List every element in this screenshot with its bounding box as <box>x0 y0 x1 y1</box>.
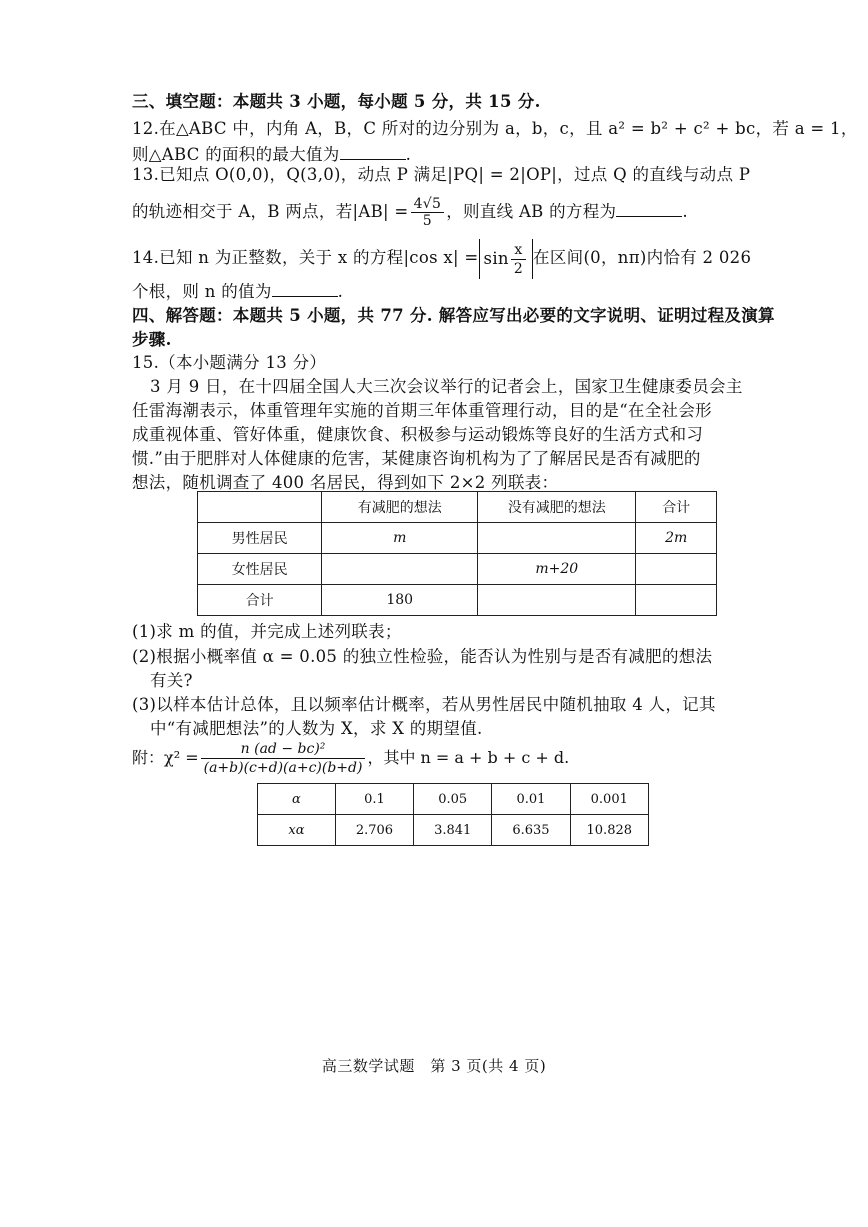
table-cell: 女性居民 <box>198 554 322 585</box>
section-solve-line2: 步骤. <box>132 330 172 349</box>
q15-para-line: 3 月 9 日，在十四届全国人大三次会议举行的记者会上，国家卫生健康委员会主 <box>150 377 743 396</box>
table-cell: 180 <box>322 585 478 616</box>
q14-line2 <box>132 280 343 302</box>
table-cell <box>636 585 717 616</box>
table-cell: 合计 <box>636 492 717 523</box>
table-cell: 合计 <box>198 585 322 616</box>
q12-line1: 12.在△ABC 中，内角 A，B，C 所对的边分别为 a，b，c，且 a² = b² + c² + bc，若 a = 1， <box>132 119 858 138</box>
table-cell: 有减肥的想法 <box>322 492 478 523</box>
q14-fraction <box>511 241 526 278</box>
q15-header: 15.（本小题满分 13 分） <box>132 353 327 372</box>
q13-line2-pre: 的轨迹相交于 A，B 两点，若|AB| = <box>132 202 409 221</box>
table-cell <box>198 492 322 523</box>
page-footer: 高三数学试题 第 3 页(共 4 页) <box>321 1057 547 1075</box>
table-cell: 0.01 <box>492 784 570 815</box>
table-cell: m+20 <box>478 554 636 585</box>
q13-line2 <box>132 192 688 232</box>
section-solve-line1: 四、解答题：本题共 5 小题，共 77 分. 解答应写出必要的文字说明、证明过程及演算 <box>132 306 775 325</box>
q13-answer-blank <box>616 200 682 217</box>
q15-para-line: 任雷海潮表示，体重管理年实施的首期三年体重管理行动，目的是“在全社会形 <box>132 401 712 420</box>
table-cell: 没有减肥的想法 <box>478 492 636 523</box>
table-cell: 男性居民 <box>198 523 322 554</box>
table-cell: 3.841 <box>414 815 492 846</box>
critical-value-table <box>257 783 649 846</box>
q13-end: . <box>682 202 688 221</box>
table-cell: 10.828 <box>570 815 648 846</box>
q13-fraction <box>411 196 445 229</box>
q13-frac-den: 5 <box>422 213 432 229</box>
table-cell <box>322 554 478 585</box>
q13-line1: 13.已知点 O(0,0)，Q(3,0)，动点 P 满足|PQ| = 2|OP|，过点 Q 的直线与动点 P <box>132 165 751 184</box>
table-row <box>198 523 717 554</box>
table-cell: α <box>258 784 336 815</box>
formula-den: (a+b)(c+d)(a+c)(b+d) <box>203 760 363 776</box>
table-cell <box>478 585 636 616</box>
table-cell <box>478 523 636 554</box>
q12-line2 <box>132 143 411 165</box>
table-row <box>258 784 649 815</box>
q15-para-line: 想法，随机调查了 400 名居民，得到如下 2×2 列联表： <box>132 473 559 492</box>
table-cell: 0.001 <box>570 784 648 815</box>
q14-abs-sin <box>479 239 534 279</box>
q14-line1-pre: 14.已知 n 为正整数，关于 x 的方程|cos x| = <box>132 248 479 267</box>
q15-sub1: (1)求 m 的值，并完成上述列联表； <box>132 622 402 641</box>
section-fill-in-heading: 三、填空题：本题共 3 小题，每小题 5 分，共 15 分. <box>132 92 541 111</box>
q14-line1 <box>132 238 751 279</box>
table-cell: 0.05 <box>414 784 492 815</box>
q12-line2-text: 则△ABC 的面积的最大值为 <box>132 145 340 164</box>
contingency-table <box>197 491 717 616</box>
formula-num: n (ad − bc)² <box>201 740 366 759</box>
table-row <box>198 554 717 585</box>
q13-frac-num: 4√5 <box>411 196 445 213</box>
q12-answer-blank <box>340 143 406 160</box>
formula-pre: 附：χ² = <box>132 748 199 767</box>
q15-sub2-line1: (2)根据小概率值 α = 0.05 的独立性检验，能否认为性别与是否有减肥的想法 <box>132 647 713 666</box>
q14-answer-blank <box>272 280 338 297</box>
table-cell: 6.635 <box>492 815 570 846</box>
q14-line2-text: 个根，则 n 的值为 <box>132 282 272 301</box>
q15-para-line: 惯.”由于肥胖对人体健康的危害，某健康咨询机构为了了解居民是否有减肥的 <box>132 449 701 468</box>
table-cell: xα <box>258 815 336 846</box>
table-cell: 2m <box>636 523 717 554</box>
table-row <box>198 585 717 616</box>
q14-frac-num: x <box>511 241 526 260</box>
q15-sub2-line2: 有关? <box>150 671 193 690</box>
table-cell: 0.1 <box>335 784 413 815</box>
table-cell <box>636 554 717 585</box>
formula-post: ，其中 n = a + b + c + d. <box>367 748 570 767</box>
q14-sin-label: sin <box>483 248 509 268</box>
q14-line1-post: 在区间(0，nπ)内恰有 2 026 <box>533 248 752 267</box>
table-cell: 2.706 <box>335 815 413 846</box>
q15-para-line: 成重视体重、管好体重，健康饮食、积极参与运动锻炼等良好的生活方式和习 <box>132 425 704 444</box>
q14-frac-den: 2 <box>513 260 524 277</box>
q13-line2-post: ，则直线 AB 的方程为 <box>446 202 617 221</box>
table-cell: m <box>322 523 478 554</box>
chi-square-formula <box>132 740 569 777</box>
q15-sub3-line1: (3)以样本估计总体，且以频率估计概率，若从男性居民中随机抽取 4 人，记其 <box>132 695 716 714</box>
table-row <box>258 815 649 846</box>
formula-fraction <box>201 740 366 777</box>
q14-end: . <box>337 282 344 301</box>
q12-end: . <box>405 145 412 164</box>
q15-sub3-line2: 中“有减肥想法”的人数为 X，求 X 的期望值. <box>150 719 483 738</box>
table-header-row <box>198 492 717 523</box>
